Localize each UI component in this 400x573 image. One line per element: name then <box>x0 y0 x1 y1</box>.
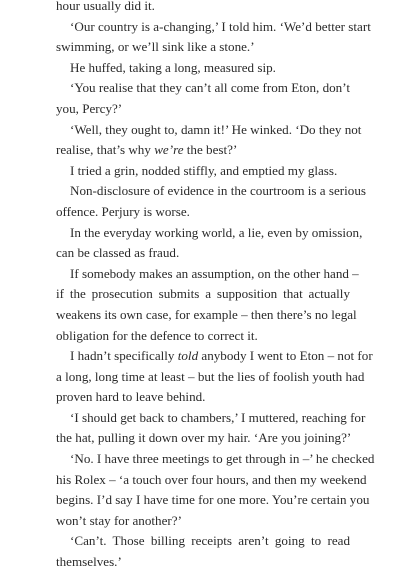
text-line-with-italic: realise, that’s why we’re the best?’ <box>56 142 238 158</box>
text-line: weakens its own case, for example – then there’s no legal <box>56 306 357 322</box>
text-line: his Rolex – ‘a touch over four hours, and then my weekend <box>56 471 367 487</box>
text-line: ‘You realise that they can’t all come from Eton, don’t <box>70 80 350 96</box>
text-line: ‘Can’t. Those billing receipts aren’t going to read <box>70 533 350 549</box>
text-line: proven hard to leave behind. <box>56 389 206 405</box>
text-line: swimming, or we’ll sink like a stone.’ <box>56 39 255 55</box>
text-line: He huffed, taking a long, measured sip. <box>70 59 276 75</box>
text-line: ‘I should get back to chambers,’ I muttered, reaching for <box>70 409 366 425</box>
text-line: the hat, pulling it down over my hair. ‘Are you joining?’ <box>56 430 352 446</box>
text-line: won’t stay for another?’ <box>56 512 182 528</box>
text-line: a long, long time at least – but the lies of foolish youth had <box>56 368 365 384</box>
text-line: you, Percy?’ <box>56 100 123 116</box>
text-line: ‘Our country is a-changing,’ I told him. ‘We’d better start <box>70 18 371 34</box>
text-line: ‘Well, they ought to, damn it!’ He winked. ‘Do they not <box>70 121 362 137</box>
text-line: offence. Perjury is worse. <box>56 203 190 219</box>
text-line: In the everyday working world, a lie, even by omission, <box>70 224 363 240</box>
text-line: ‘No. I have three meetings to get through in –’ he checked <box>70 451 375 467</box>
italic-word: told <box>177 348 199 364</box>
text-line: If somebody makes an assumption, on the other hand – <box>70 265 359 281</box>
italic-word: we’re <box>154 142 184 158</box>
text-line: hour usually did it. <box>56 0 155 13</box>
text-line: Non-disclosure of evidence in the courtroom is a serious <box>70 183 366 199</box>
body-text <box>56 0 375 573</box>
text-line: if the prosecution submits a supposition that actually <box>56 286 350 302</box>
text-line-with-italic: I hadn’t specifically told anybody I went to Eton – not for <box>70 348 373 364</box>
text-line: themselves.’ <box>56 554 122 570</box>
text-line: obligation for the defence to correct it. <box>56 327 258 343</box>
text-line: can be classed as fraud. <box>56 245 180 261</box>
text-line: begins. I’d say I have time for one more. You’re certain you <box>56 492 370 508</box>
text-line: I tried a grin, nodded stiffly, and emptied my glass. <box>70 162 338 178</box>
